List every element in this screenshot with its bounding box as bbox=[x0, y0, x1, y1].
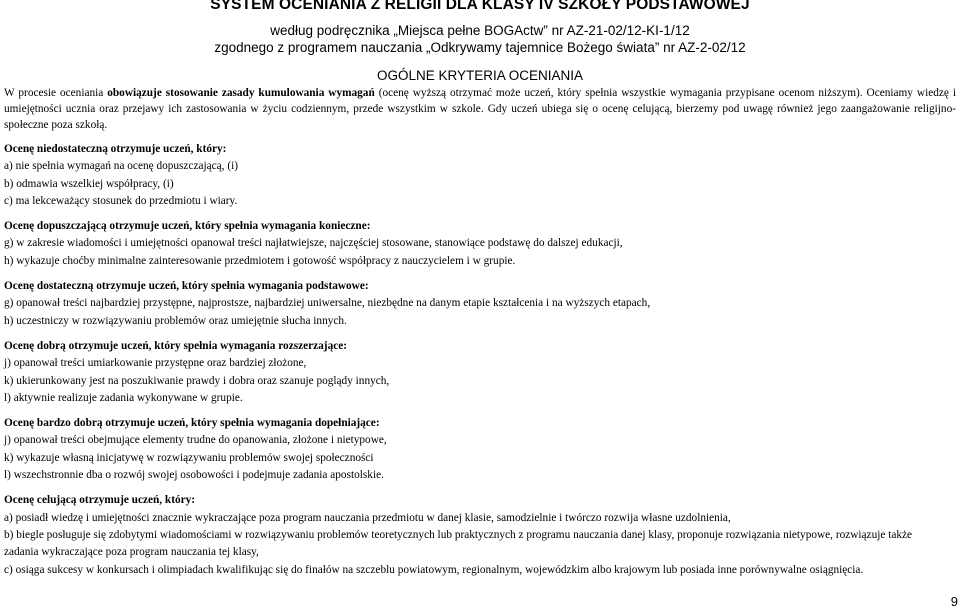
list-item: h) wykazuje choćby minimalne zainteresowanie przedmiotem i gotowość współpracy z nauczycielem i w grupie. bbox=[4, 254, 516, 267]
list-item: a) posiadł wiedzę i umiejętności znacznie wykraczające poza program nauczania przedmiotu w danej klasie, samodzielnie i twórczo rozwija własne uzdolnienia, bbox=[4, 511, 731, 524]
list-item: l) aktywnie realizuje zadania wykonywane w grupie. bbox=[4, 391, 243, 404]
section-celujaca bbox=[4, 492, 956, 578]
section-dopuszczajaca bbox=[4, 218, 956, 270]
section-heading: Ocenę dopuszczającą otrzymuje uczeń, który spełnia wymagania konieczne: bbox=[4, 220, 371, 233]
page-number: 9 bbox=[950, 594, 958, 609]
list-item: h) uczestniczy w rozwiązywaniu problemów oraz umiejętnie słucha innych. bbox=[4, 314, 347, 327]
list-item: k) ukierunkowany jest na poszukiwanie prawdy i dobra oraz szanuje poglądy innych, bbox=[4, 374, 390, 387]
intro-text-a: W procesie oceniania bbox=[4, 87, 108, 99]
criteria-heading: OGÓLNE KRYTERIA OCENIANIA bbox=[376, 68, 584, 83]
list-item: c) osiąga sukcesy w konkursach i olimpiadach kwalifikując się do finałów na szczeblu powiatowym, regionalnym, wojewódzkim albo krajowym lub posiada inne porównywalne osiągnięcia. bbox=[4, 563, 864, 576]
section-heading: Ocenę dostateczną otrzymuje uczeń, który spełnia wymagania podstawowe: bbox=[4, 280, 369, 293]
list-item: c) ma lekceważący stosunek do przedmiotu i wiary. bbox=[4, 194, 238, 207]
section-dobra bbox=[4, 338, 956, 407]
section-heading: Ocenę celującą otrzymuje uczeń, który: bbox=[4, 494, 196, 507]
intro-text-c: (ocenę wyższą otrzymać może uczeń, który spełnia wszystkie wymagania przypisane ocenom niższym). Oceniamy wiedzę i umiejętności ucznia oraz przejawy ich zastosowania w życiu codziennym, przede wszystkim w szkole. Gdy uczeń ubiega się o ocenę celującą, bierzemy pod uwagę również jego zaangażowanie religijno-społeczne poza szkołą. bbox=[4, 87, 956, 131]
list-item: j) opanował treści obejmujące elementy trudne do opanowania, złożone i nietypowe, bbox=[4, 434, 387, 447]
list-item: g) w zakresie wiadomości i umiejętności opanował treści najłatwiejsze, najczęściej stosowane, stanowiące podstawę do dalszej edukacji, bbox=[4, 237, 623, 250]
section-niedostateczna bbox=[4, 141, 956, 210]
list-item: b) biegle posługuje się zdobytymi wiadomościami w rozwiązywaniu problemów teoretycznych lub praktycznych z programu nauczania danej klasy, proponuje rozwiązania nietypowe, rozwiązuje także zadania wykraczające poza program nauczania tej klasy, bbox=[4, 528, 913, 559]
intro-text-bold: obowiązuje stosowanie zasady kumulowania wymagań bbox=[107, 87, 375, 99]
list-item: l) wszechstronnie dba o rozwój swojej osobowości i podejmuje zadania apostolskie. bbox=[4, 469, 384, 482]
intro-paragraph bbox=[4, 85, 956, 133]
list-item: g) opanował treści najbardziej przystępne, najprostsze, najbardziej uniwersalne, niezbędne na danym etapie kształcenia i na wyższych etapach, bbox=[4, 297, 651, 310]
list-item: j) opanował treści umiarkowanie przystępne oraz bardziej złożone, bbox=[4, 357, 307, 370]
textbook-line: według podręcznika „Miejsca pełne BOGActw” nr AZ-21-02/12-KI-1/12 bbox=[270, 23, 690, 38]
list-item: k) wykazuje własną inicjatywę w rozwiązywaniu problemów swojej społeczności bbox=[4, 451, 374, 464]
document-page bbox=[4, 0, 956, 579]
list-item: b) odmawia wszelkiej współpracy, (i) bbox=[4, 177, 174, 190]
section-heading: Ocenę niedostateczną otrzymuje uczeń, który: bbox=[4, 143, 227, 155]
section-heading: Ocenę dobrą otrzymuje uczeń, który spełnia wymagania rozszerzające: bbox=[4, 339, 348, 352]
program-line: zgodnego z programem nauczania „Odkrywamy tajemnice Bożego świata” nr AZ-2-02/12 bbox=[214, 40, 746, 55]
section-heading: Ocenę bardzo dobrą otrzymuje uczeń, który spełnia wymagania dopełniające: bbox=[4, 417, 380, 430]
section-bardzo-dobra bbox=[4, 415, 956, 484]
section-dostateczna bbox=[4, 278, 956, 330]
list-item: a) nie spełnia wymagań na ocenę dopuszczającą, (i) bbox=[4, 160, 238, 173]
document-title: SYSTEM OCENIANIA Z RELIGII DLA KLASY IV SZKOŁY PODSTAWOWEJ bbox=[210, 0, 750, 13]
